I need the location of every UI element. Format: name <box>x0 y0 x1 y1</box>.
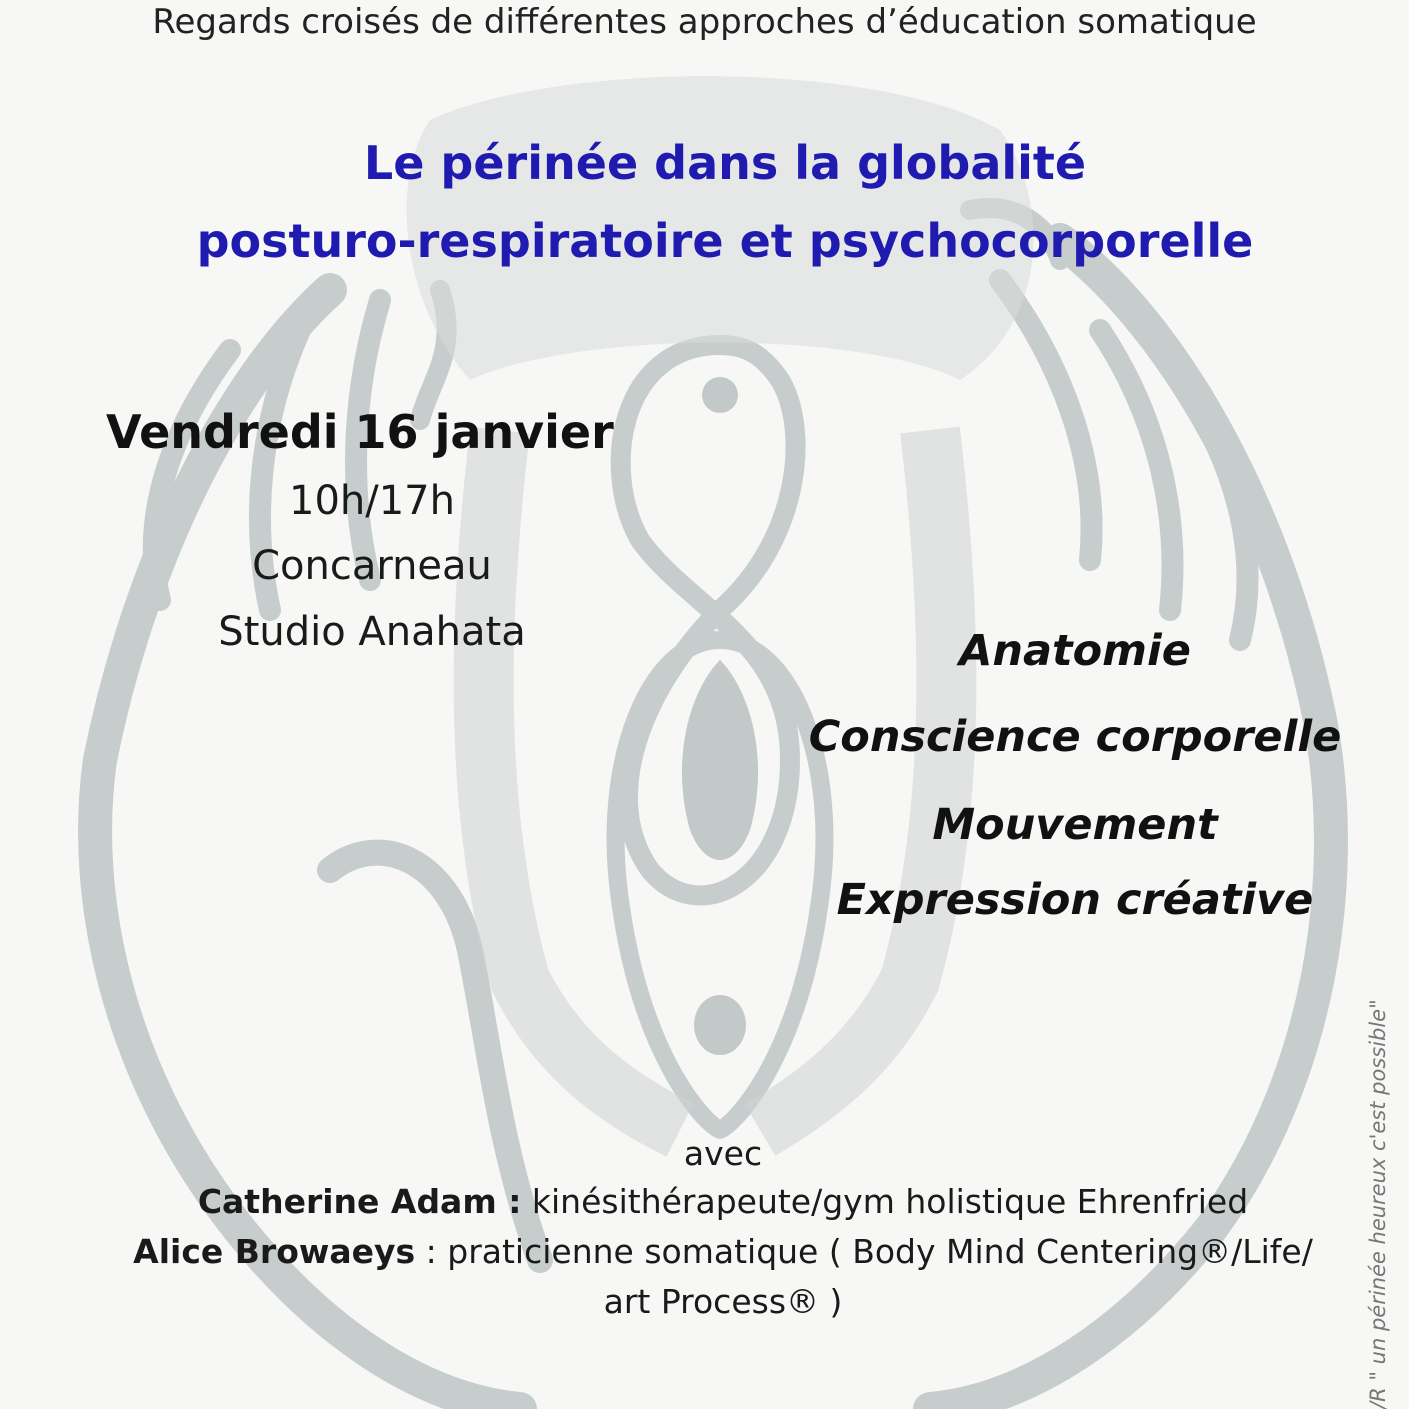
topic-item: Mouvement <box>932 800 1218 850</box>
speaker-name: Catherine Adam : <box>197 1182 522 1221</box>
speaker-role: : praticienne somatique ( Body Mind Centering®/Life/ <box>415 1232 1313 1271</box>
speaker-alice-browaeys <box>0 1232 1409 1271</box>
event-date: Vendredi 16 janvier <box>106 405 614 459</box>
topic-item: Anatomie <box>959 626 1191 676</box>
illustration-credit: /R " un périnée heureux c'est possible" <box>1366 999 1390 1409</box>
speakers-intro: avec <box>683 1134 763 1173</box>
event-title-line-1: Le périnée dans la globalité <box>363 136 1087 190</box>
speaker-catherine-adam <box>0 1182 1409 1221</box>
event-venue: Studio Anahata <box>218 609 526 655</box>
speaker-role: kinésithérapeute/gym holistique Ehrenfried <box>521 1182 1249 1221</box>
event-subtitle: Regards croisés de différentes approches d’éducation somatique <box>152 2 1257 42</box>
speaker-role-continued: art Process® ) <box>603 1282 843 1321</box>
topic-item: Conscience corporelle <box>808 712 1342 762</box>
event-title-line-2: posturo-respiratoire et psychocorporelle <box>196 214 1254 268</box>
event-city: Concarneau <box>252 543 492 589</box>
topic-item: Expression créative <box>836 875 1314 925</box>
event-hours: 10h/17h <box>289 478 455 524</box>
speaker-name: Alice Browaeys <box>133 1232 416 1271</box>
